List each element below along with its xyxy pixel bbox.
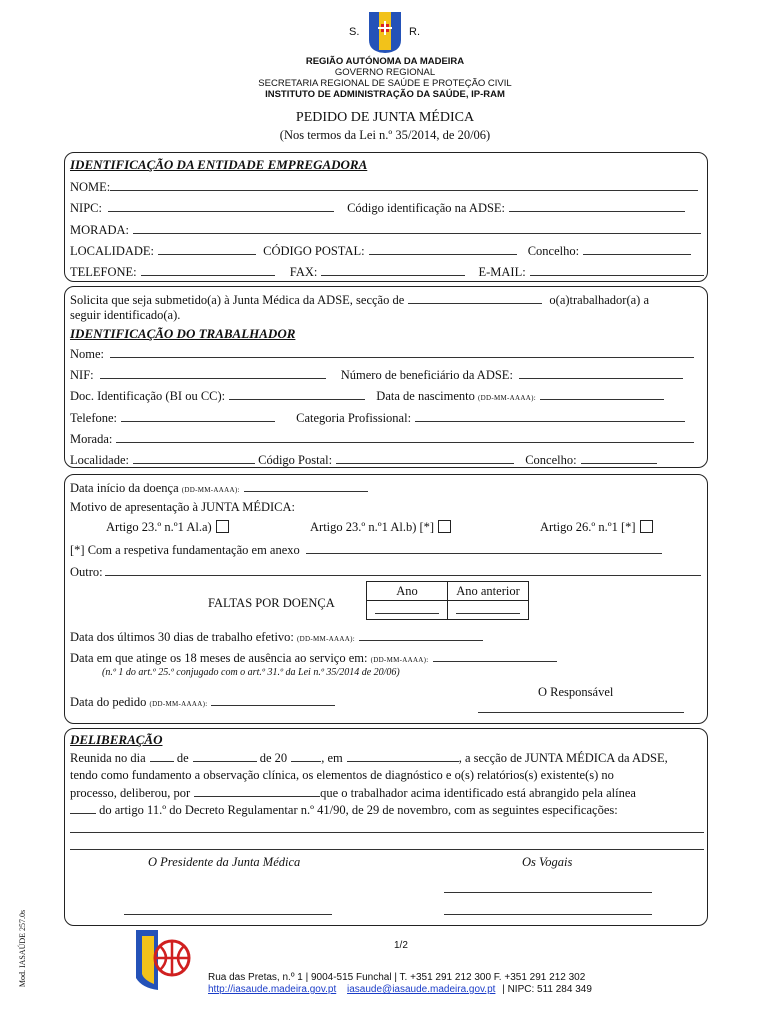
illness-start-date-field[interactable] [244,480,368,492]
justification-field[interactable] [306,542,662,554]
justification-row: [*] Com a respetiva fundamentação em anexo [70,542,662,558]
employer-municipality-field[interactable] [583,243,691,255]
article-23b-checkbox[interactable] [438,520,451,533]
page-number: 1/2 [394,940,408,951]
worker-beneficiary-field[interactable] [519,367,683,379]
illness-start-row: Data início da doença (DD-MM-AAAA): [70,480,368,496]
email-link[interactable]: iasaude@iasaude.madeira.gov.pt [347,984,496,995]
section-field[interactable] [408,292,542,304]
employer-adse-code-field[interactable] [509,200,685,212]
worker-doc-row: Doc. Identificação (BI ou CC): Data de nascimento (DD-MM-AAAA): [70,388,664,404]
previous-year-field[interactable] [448,601,529,620]
worker-name-row: Nome: [70,346,694,362]
employer-location-row: LOCALIDADE: CÓDIGO POSTAL: Concelho: [70,243,691,259]
worker-birthdate-field[interactable] [540,388,664,400]
employer-name-row: NOME: [70,179,698,195]
request-date-field[interactable] [211,694,335,706]
eighteen-months-row: Data em que atinge os 18 meses de ausência ao serviço em: (DD-MM-AAAA): [70,650,557,666]
employer-email-field[interactable] [530,264,704,276]
worker-name-field[interactable] [110,346,694,358]
other-row: Outro: [70,564,701,580]
meeting-year-field[interactable] [291,750,321,762]
article-row-b: Artigo 23.º n.º1 Al.b) [*] [310,520,451,535]
legal-note: (n.º 1 do art.º 25.º conjugado com o art.º 31.º da Lei n.º 35/2014 de 20/06) [102,667,400,678]
deliberation-line-1: Reunida no dia de de 20 , em , a secção de JUNTA MÉDICA da ADSE, [70,751,668,765]
header-secretariat: SECRETARIA REGIONAL DE SAÚDE E PROTEÇÃO CIVIL [258,78,512,89]
worker-postal-code-field[interactable] [336,452,514,464]
worker-id-doc-field[interactable] [229,388,365,400]
footer-nipc: | NIPC: 511 284 349 [502,984,592,995]
worker-nif-field[interactable] [100,367,326,379]
deliberation-line-2: tendo como fundamento a observação clínica, os elementos de diagnóstico e o(s) relatórios(s) existente(s) no [70,768,614,782]
article-row: Artigo 23.º n.º1 Al.a) [106,520,229,535]
employer-postal-code-field[interactable] [369,243,517,255]
header-government: GOVERNO REGIONAL [334,67,436,78]
worker-address-row: Morada: [70,431,694,447]
header-institute: INSTITUTO DE ADMINISTRAÇÃO DA SAÚDE, IP-RAM [265,89,505,100]
logo-letter-r: R. [409,26,420,38]
footer-contacts [208,984,592,995]
employer-nipc-row: NIPC: Código identificação na ADSE: [70,200,685,216]
logo-letter-s: S. [349,26,360,38]
employer-contact-row: TELEFONE: FAX: E-MAIL: [70,264,704,280]
worker-municipality-field[interactable] [581,452,657,464]
deliberation-line-3: processo, deliberou, por que o trabalhador acima identificado está abrangido pela alínea [70,786,636,800]
employer-address-row: MORADA: [70,222,701,238]
worker-phone-row: Telefone: Categoria Profissional: [70,410,685,426]
sick-absences-label: FALTAS POR DOENÇA [208,596,335,610]
responsible-signature-line[interactable] [478,712,684,713]
article-23a-checkbox[interactable] [216,520,229,533]
member-signature-line-1[interactable] [444,892,652,893]
absences-table [366,581,529,620]
employer-phone-field[interactable] [141,264,275,276]
meeting-place-field[interactable] [347,750,459,762]
worker-heading: IDENTIFICAÇÃO DO TRABALHADOR [70,326,296,341]
employer-heading: IDENTIFICAÇÃO DA ENTIDADE EMPREGADORA [70,157,368,172]
year-field[interactable] [367,601,448,620]
deliberation-line-4: do artigo 11.º do Decreto Regulamentar n.º 41/90, de 29 de novembro, com as seguintes especificações: [70,802,618,818]
worker-locality-field[interactable] [133,452,255,464]
alinea-field[interactable] [70,802,96,814]
eighteen-months-field[interactable] [433,650,557,662]
specifications-line-2[interactable] [70,849,704,850]
request-intro-cont: seguir identificado(a). [70,308,181,322]
request-intro-row: Solicita que seja submetido(a) à Junta Médica da ADSE, secção de o(a)trabalhador(a) a [70,293,649,307]
worker-phone-field[interactable] [121,410,275,422]
request-date-row: Data do pedido (DD-MM-AAAA): [70,694,335,710]
employer-locality-field[interactable] [158,243,256,255]
iasaude-logo-icon [132,928,194,996]
article-row-c: Artigo 26.º n.º1 [*] [540,520,653,535]
website-link[interactable]: http://iasaude.madeira.gov.pt [208,984,337,995]
header-region: REGIÃO AUTÓNOMA DA MADEIRA [305,56,465,67]
decision-field[interactable] [194,785,320,797]
deliberation-heading: DELIBERAÇÃO [70,732,163,747]
president-label: O Presidente da Junta Médica [148,855,301,869]
form-title: PEDIDO DE JUNTA MÉDICA [295,110,475,125]
employer-address-field[interactable] [133,222,701,234]
reason-label: Motivo de apresentação à JUNTA MÉDICA: [70,500,295,514]
worker-nif-row: NIF: Número de beneficiário da ADSE: [70,367,683,383]
other-field[interactable] [105,564,701,576]
employer-nipc-field[interactable] [108,200,334,212]
member-signature-line-2[interactable] [444,914,652,915]
article-26-checkbox[interactable] [640,520,653,533]
worker-location-row: Localidade: Código Postal: Concelho: [70,452,657,468]
year-header: Ano [367,582,448,601]
worker-category-field[interactable] [415,410,685,422]
form-subtitle: (Nos termos da Lei n.º 35/2014, de 20/06) [279,128,491,142]
members-label: Os Vogais [522,855,573,869]
last-30-days-row: Data dos últimos 30 dias de trabalho efetivo: (DD-MM-AAAA): [70,629,483,645]
last-30-days-field[interactable] [359,629,483,641]
footer-address: Rua das Pretas, n.º 1 | 9004-515 Funchal | T. +351 291 212 300 F. +351 291 212 302 [208,972,586,983]
responsible-label: O Responsável [538,685,614,699]
meeting-month-field[interactable] [193,750,257,762]
employer-name-field[interactable] [110,179,698,191]
madeira-flag-icon [367,10,403,54]
specifications-line-1[interactable] [70,832,704,833]
employer-fax-field[interactable] [321,264,465,276]
form-model-code: Mod. IASAÚDE 257.0s [18,909,28,988]
region-logo [343,10,427,54]
previous-year-header: Ano anterior [448,582,529,601]
worker-address-field[interactable] [116,431,694,443]
meeting-day-field[interactable] [150,750,174,762]
president-signature-line[interactable] [124,914,332,915]
